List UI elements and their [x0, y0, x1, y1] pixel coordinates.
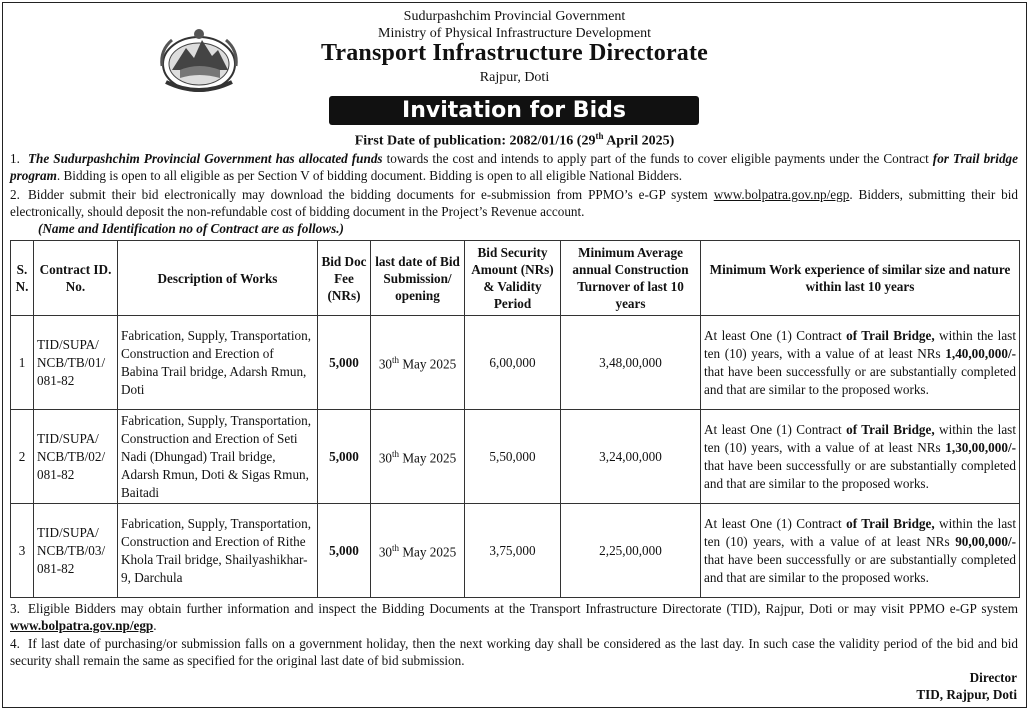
- row-sn: 3: [11, 504, 34, 598]
- egp-link[interactable]: www.bolpatra.gov.np/egp: [713, 187, 850, 202]
- publication-date: First Date of publication: 2082/01/16 (29th April 2025): [354, 131, 675, 149]
- row-description: Fabrication, Supply, Transportation, Construction and Erection of Babina Trail bridge, Adarsh Rmun, Doti: [118, 316, 318, 410]
- contracts-table: [10, 240, 1020, 598]
- row-fee: 5,000: [318, 504, 371, 598]
- col-contract: Contract ID. No.: [34, 241, 118, 316]
- row-contract-id: TID/SUPA/ NCB/TB/01/ 081-82: [34, 316, 118, 410]
- directorate-title: Transport Infrastructure Directorate: [320, 40, 709, 66]
- table-row: [11, 504, 1020, 598]
- paragraph-3: 3. Eligible Bidders may obtain further information and inspect the Bidding Documents at the Transport Infrastructure Directorate (TID), Rajpur, Doti or may visit PPMO e-GP system www.bolpatra.gov.np/egp.: [10, 601, 1018, 633]
- row-turnover: 3,48,00,000: [561, 316, 701, 410]
- col-turnover: Minimum Average annual Construction Turnover of last 10 years: [561, 241, 701, 316]
- row-contract-id: TID/SUPA/ NCB/TB/02/ 081-82: [34, 410, 118, 504]
- row-last-date: 30th May 2025: [371, 316, 465, 410]
- contract-note: (Name and Identification no of Contract are as follows.): [38, 221, 344, 236]
- col-experience: Minimum Work experience of similar size and nature within last 10 years: [701, 241, 1020, 316]
- row-fee: 5,000: [318, 410, 371, 504]
- row-description: Fabrication, Supply, Transportation, Construction and Erection of Seti Nadi (Dhungad) Trail bridge, Adarsh Rmun, Doti & Sigas Rmun, Baitadi: [118, 410, 318, 504]
- table-row: [11, 316, 1020, 410]
- egp-link-2[interactable]: www.bolpatra.gov.np/egp: [10, 618, 154, 633]
- row-sn: 2: [11, 410, 34, 504]
- col-sn: S. N.: [11, 241, 34, 316]
- col-last-date: last date of Bid Submission/ opening: [371, 241, 465, 316]
- row-contract-id: TID/SUPA/ NCB/TB/03/ 081-82: [34, 504, 118, 598]
- paragraph-4: 4. If last date of purchasing/or submission falls on a government holiday, then the next working day shall be considered as the last day. In such case the validity period of the bid and bid security shall remain the same as specified for the original last date of bid submission.: [10, 636, 1018, 668]
- invitation-banner: Invitation for Bids: [329, 96, 699, 125]
- row-fee: 5,000: [318, 316, 371, 410]
- col-description: Description of Works: [118, 241, 318, 316]
- row-description: Fabrication, Supply, Transportation, Construction and Erection of Rithe Khola Trail bridge, Shailyashikhar-9, Darchula: [118, 504, 318, 598]
- office-location: Rajpur, Doti: [479, 70, 550, 85]
- row-sn: 1: [11, 316, 34, 410]
- row-security: 6,00,000: [465, 316, 561, 410]
- row-experience: At least One (1) Contract of Trail Bridge, within the last ten (10) years, with a value of at least NRs 1,30,00,000/- that have been successfully or are substantially completed and that are similar to the proposed works.: [701, 410, 1020, 504]
- signature-title: Director: [969, 670, 1017, 685]
- row-experience: At least One (1) Contract of Trail Bridge, within the last ten (10) years, with a value of at least NRs 90,00,000/- that have been successfully or are substantially completed and that are similar to the proposed works.: [701, 504, 1020, 598]
- signature-office: TID, Rajpur, Doti: [916, 687, 1017, 702]
- col-security: Bid Security Amount (NRs) & Validity Period: [465, 241, 561, 316]
- ministry-name: Ministry of Physical Infrastructure Development: [378, 26, 651, 41]
- row-experience: At least One (1) Contract of Trail Bridge, within the last ten (10) years, with a value of at least NRs 1,40,00,000/- that have been successfully or are substantially completed and that are similar to the proposed works.: [701, 316, 1020, 410]
- row-last-date: 30th May 2025: [371, 504, 465, 598]
- table-row: [11, 410, 1020, 504]
- row-turnover: 3,24,00,000: [561, 410, 701, 504]
- col-fee: Bid Doc Fee (NRs): [318, 241, 371, 316]
- row-security: 5,50,000: [465, 410, 561, 504]
- paragraph-2: 2. Bidder submit their bid electronically may download the bidding documents for e-submission from PPMO’s e-GP system www.bolpatra.gov.np/egp. Bidders, submitting their bid electronically, should deposit the non-refundable cost of bidding document in the Project’s Revenue account.: [10, 187, 1018, 219]
- paragraph-1: 1. The Sudurpashchim Provincial Government has allocated funds towards the cost and intends to apply part of the funds to cover eligible payments under the Contract for Trail bridge program. Bidding is open to all eligible as per Section V of bidding document. Bidding is open to all eligible National Bidders.: [10, 151, 1018, 183]
- row-turnover: 2,25,00,000: [561, 504, 701, 598]
- row-last-date: 30th May 2025: [371, 410, 465, 504]
- government-name: Sudurpashchim Provincial Government: [403, 9, 626, 24]
- row-security: 3,75,000: [465, 504, 561, 598]
